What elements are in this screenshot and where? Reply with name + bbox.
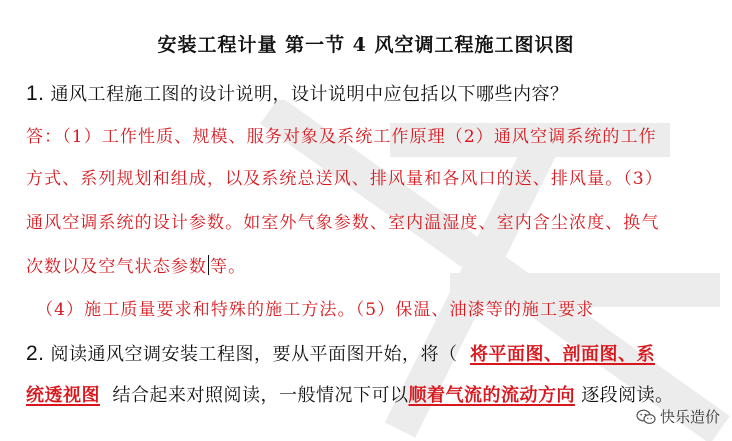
question-2-number: 2. (26, 342, 45, 365)
page-title: 安装工程计量 第一节 4 风空调工程施工图识图 (157, 34, 575, 56)
question-1-text: 通风工程施工图的设计说明，设计说明中应包括以下哪些内容？ (50, 84, 569, 105)
question-2-text: 阅读通风空调安装工程图，要从平面图开始，将（ (50, 344, 458, 365)
question-2-line-1 (26, 340, 655, 366)
question-2-middle-text: 结合起来对照阅读，一般情况下可以 (112, 385, 409, 406)
text-cursor (208, 255, 209, 275)
question-2-answer-part-2: 统透视图 (26, 385, 100, 406)
answer-1-line-2: 方式、系列规划和组成，以及系统总送风、排风量和各风口的送、排风量。（3） (26, 169, 663, 189)
answer-1-line-4-end: 等。 (210, 257, 247, 277)
brand-watermark (636, 406, 720, 427)
answer-1-line-4 (26, 252, 246, 277)
question-1 (26, 80, 569, 106)
answer-1-line-5: （4）施工质量要求和特殊的施工方法。（5）保温、油漆等的施工要求 (36, 300, 595, 320)
answer-1-line-3: 通风空调系统的设计参数。如室外气象参数、室内温湿度、室内含尘浓度、换气 (26, 213, 660, 233)
question-2-end-text: 逐段阅读。 (581, 385, 674, 406)
question-1-number: 1. (26, 82, 45, 105)
question-2-answer-2: 顺着气流的流动方向 (408, 385, 575, 406)
wechat-logo-icon (636, 409, 656, 425)
answer-1-line-1: 答：（1）工作性质、规模、服务对象及系统工作原理（2）通风空调系统的工作 (26, 127, 657, 147)
question-2-line-2 (26, 381, 674, 407)
question-2-answer-part-1: 将平面图、剖面图、系 (469, 344, 655, 365)
answer-1-line-4-text: 次数以及空气状态参数 (26, 257, 207, 277)
brand-name: 快乐造价 (659, 408, 720, 426)
